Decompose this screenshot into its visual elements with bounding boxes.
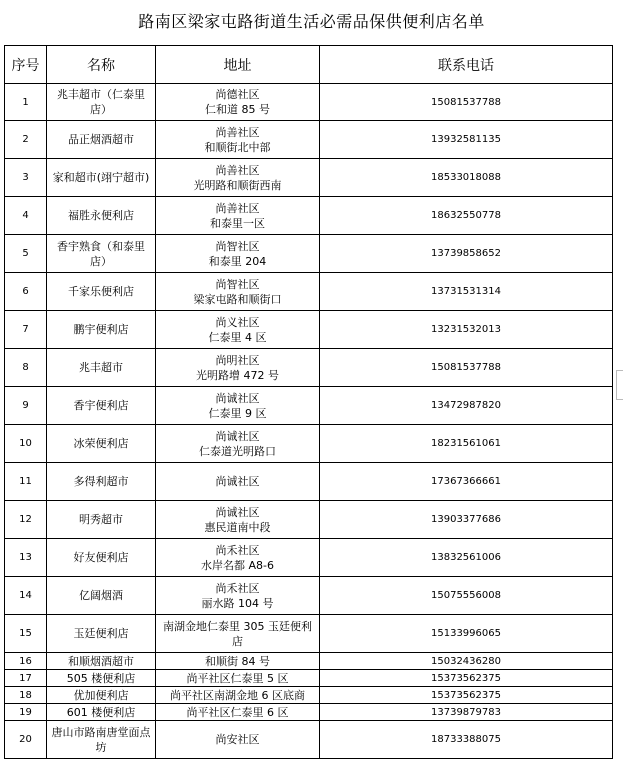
table-header-row — [5, 46, 613, 84]
address-cell: 尚禾社区 水岸名都 A8-6 — [156, 539, 320, 577]
table-row — [5, 539, 613, 577]
address-cell: 尚诚社区 惠民道南中段 — [156, 501, 320, 539]
serial-cell: 15 — [5, 615, 47, 653]
store-name-cell: 好友便利店 — [47, 539, 156, 577]
phone-cell: 15373562375 — [320, 670, 613, 687]
address-cell: 尚智社区 梁家屯路和顺街口 — [156, 273, 320, 311]
table-row — [5, 121, 613, 159]
table-row — [5, 653, 613, 670]
table-row — [5, 425, 613, 463]
address-cell: 尚义社区 仁泰里 4 区 — [156, 311, 320, 349]
store-name-cell: 玉廷便利店 — [47, 615, 156, 653]
table-row — [5, 349, 613, 387]
address-cell: 尚平社区仁泰里 6 区 — [156, 704, 320, 721]
serial-cell: 4 — [5, 197, 47, 235]
serial-cell: 6 — [5, 273, 47, 311]
phone-cell: 18733388075 — [320, 721, 613, 759]
scroll-marker — [616, 370, 623, 400]
store-name-cell: 兆丰超市 — [47, 349, 156, 387]
store-name-cell: 505 楼便利店 — [47, 670, 156, 687]
phone-cell: 17367366661 — [320, 463, 613, 501]
address-cell: 尚禾社区 丽水路 104 号 — [156, 577, 320, 615]
table-row — [5, 197, 613, 235]
address-cell: 尚善社区 光明路和顺街西南 — [156, 159, 320, 197]
store-name-cell: 优加便利店 — [47, 687, 156, 704]
address-cell: 尚智社区 和泰里 204 — [156, 235, 320, 273]
store-list-table — [4, 45, 613, 759]
table-row — [5, 501, 613, 539]
store-name-cell: 601 楼便利店 — [47, 704, 156, 721]
table-row — [5, 387, 613, 425]
serial-cell: 2 — [5, 121, 47, 159]
store-name-cell: 香宇便利店 — [47, 387, 156, 425]
phone-cell: 18632550778 — [320, 197, 613, 235]
store-name-cell: 福胜永便利店 — [47, 197, 156, 235]
address-cell: 尚诚社区 仁泰里 9 区 — [156, 387, 320, 425]
store-name-cell: 兆丰超市（仁泰里店） — [47, 84, 156, 121]
header-serial: 序号 — [5, 46, 47, 84]
store-name-cell: 明秀超市 — [47, 501, 156, 539]
table-row — [5, 159, 613, 197]
address-cell: 尚明社区 光明路增 472 号 — [156, 349, 320, 387]
address-cell: 南湖金地仁泰里 305 玉廷便利店 — [156, 615, 320, 653]
table-row — [5, 615, 613, 653]
address-cell: 尚诚社区 — [156, 463, 320, 501]
store-name-cell: 冰荣便利店 — [47, 425, 156, 463]
address-cell: 尚平社区南湖金地 6 区底商 — [156, 687, 320, 704]
phone-cell: 15032436280 — [320, 653, 613, 670]
serial-cell: 9 — [5, 387, 47, 425]
store-name-cell: 香宇熟食（和泰里店） — [47, 235, 156, 273]
document-title: 路南区梁家屯路街道生活必需品保供便利店名单 — [138, 12, 485, 31]
table-row — [5, 687, 613, 704]
phone-cell: 15081537788 — [320, 349, 613, 387]
serial-cell: 10 — [5, 425, 47, 463]
table-row — [5, 84, 613, 121]
serial-cell: 12 — [5, 501, 47, 539]
address-cell: 尚诚社区 仁泰道光明路口 — [156, 425, 320, 463]
phone-cell: 13731531314 — [320, 273, 613, 311]
store-name-cell: 多得利超市 — [47, 463, 156, 501]
table-row — [5, 577, 613, 615]
header-phone: 联系电话 — [320, 46, 613, 84]
store-name-cell: 亿阔烟酒 — [47, 577, 156, 615]
address-cell: 尚善社区 和泰里一区 — [156, 197, 320, 235]
store-name-cell: 鹏宇便利店 — [47, 311, 156, 349]
phone-cell: 13739858652 — [320, 235, 613, 273]
address-cell: 尚德社区 仁和道 85 号 — [156, 84, 320, 121]
serial-cell: 19 — [5, 704, 47, 721]
address-cell: 尚平社区仁泰里 5 区 — [156, 670, 320, 687]
serial-cell: 1 — [5, 84, 47, 121]
serial-cell: 16 — [5, 653, 47, 670]
table-row — [5, 704, 613, 721]
serial-cell: 3 — [5, 159, 47, 197]
phone-cell: 13932581135 — [320, 121, 613, 159]
serial-cell: 13 — [5, 539, 47, 577]
serial-cell: 8 — [5, 349, 47, 387]
table-row — [5, 235, 613, 273]
table-row — [5, 463, 613, 501]
phone-cell: 15081537788 — [320, 84, 613, 121]
serial-cell: 17 — [5, 670, 47, 687]
phone-cell: 15373562375 — [320, 687, 613, 704]
store-name-cell: 唐山市路南唐堂面点坊 — [47, 721, 156, 759]
table-row — [5, 670, 613, 687]
phone-cell: 18231561061 — [320, 425, 613, 463]
phone-cell: 13231532013 — [320, 311, 613, 349]
store-name-cell: 品正烟酒超市 — [47, 121, 156, 159]
serial-cell: 20 — [5, 721, 47, 759]
table-row — [5, 311, 613, 349]
header-address: 地址 — [156, 46, 320, 84]
phone-cell: 18533018088 — [320, 159, 613, 197]
serial-cell: 18 — [5, 687, 47, 704]
phone-cell: 13472987820 — [320, 387, 613, 425]
serial-cell: 7 — [5, 311, 47, 349]
phone-cell: 13739879783 — [320, 704, 613, 721]
phone-cell: 15133996065 — [320, 615, 613, 653]
serial-cell: 11 — [5, 463, 47, 501]
phone-cell: 15075556008 — [320, 577, 613, 615]
serial-cell: 5 — [5, 235, 47, 273]
store-name-cell: 家和超市(翊宁超市) — [47, 159, 156, 197]
address-cell: 和顺街 84 号 — [156, 653, 320, 670]
serial-cell: 14 — [5, 577, 47, 615]
table-row — [5, 721, 613, 759]
header-name: 名称 — [47, 46, 156, 84]
table-row — [5, 273, 613, 311]
store-name-cell: 和顺烟酒超市 — [47, 653, 156, 670]
phone-cell: 13832561006 — [320, 539, 613, 577]
store-name-cell: 千家乐便利店 — [47, 273, 156, 311]
phone-cell: 13903377686 — [320, 501, 613, 539]
address-cell: 尚安社区 — [156, 721, 320, 759]
address-cell: 尚善社区 和顺街北中部 — [156, 121, 320, 159]
